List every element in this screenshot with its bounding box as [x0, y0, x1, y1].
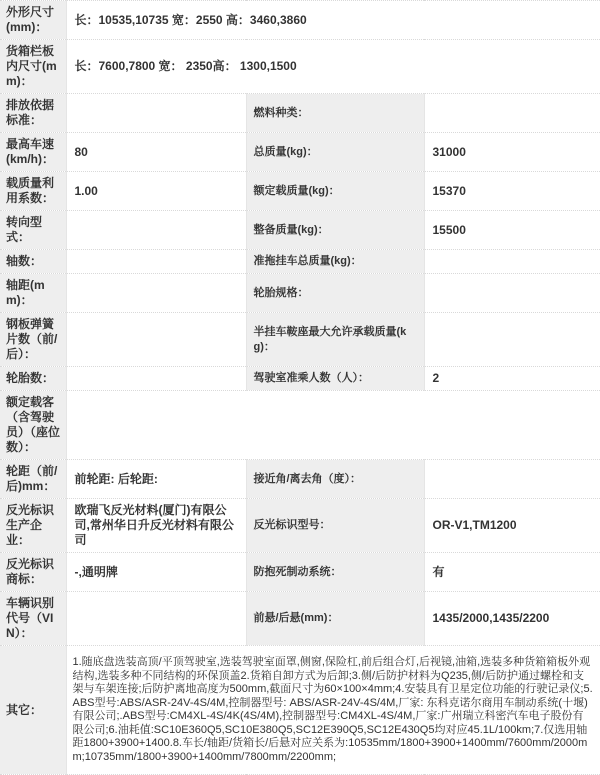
spec-value: 1435/2000,1435/2200	[424, 592, 600, 646]
spec-label: 排放依据标准：	[0, 94, 66, 133]
spec-value: 欧瑞飞反光材料(厦门)有限公司,常州华日升反光材料有限公司	[66, 499, 246, 553]
spec-label: 整备质量(kg)：	[246, 211, 424, 250]
table-row	[0, 460, 600, 499]
table-row	[0, 592, 600, 646]
spec-label: 最高车速(km/h)：	[0, 133, 66, 172]
spec-value	[424, 460, 600, 499]
spec-value	[66, 274, 246, 313]
spec-value: 前轮距: 后轮距:	[66, 460, 246, 499]
table-row	[0, 211, 600, 250]
spec-value	[66, 211, 246, 250]
spec-value: OR-V1,TM1200	[424, 499, 600, 553]
table-row	[0, 553, 600, 592]
table-row	[0, 250, 600, 274]
spec-label: 额定载客（含驾驶员）（座位数）：	[0, 391, 66, 460]
spec-label: 半挂车鞍座最大允许承载质量(kg)：	[246, 313, 424, 367]
spec-value	[66, 94, 246, 133]
spec-value	[66, 250, 246, 274]
spec-value: 80	[66, 133, 246, 172]
spec-label: 外形尺寸(mm)：	[0, 1, 66, 40]
spec-value	[424, 94, 600, 133]
spec-value	[66, 313, 246, 367]
spec-value: 15500	[424, 211, 600, 250]
table-row	[0, 313, 600, 367]
spec-label: 反光标识商标：	[0, 553, 66, 592]
spec-value: 15370	[424, 172, 600, 211]
spec-value: 1.随底盘选装高顶/平顶驾驶室,选装驾驶室面罩,侧窗,保险杠,前后组合灯,后视镜,油箱,选装多种货箱箱板外观结构,选装多种不同结构的环保顶盖2.货箱自卸方式为后卸;3.侧/后防护材料为Q235,侧/后防护通过螺栓和支架与车架连接;后防护离地高度为500mm,截面尺寸为60×100×4mm;4.安装具有卫星定位功能的行驶记录仪;5.ABS型号:ABS/ASR-24V-4S/4M,控制器型号: ABS/ASR-24V-4S/4M,厂家: 东科克诺尔商用车制动系统(十堰)有限公司;.ABS型号:CM4XL-4S/4K(4S/4M),控制器型号:CM4XL-4S/4M,厂家:广州瑞立科密汽车电子股份有限公司;6.油耗值:SC10E360Q5,SC10E380Q5,SC12E390Q5,SC12E430Q5均对应45.1L/100km;7.仅选用轴距1800+3900+1400.8.车长/轴距/货箱长/后悬对应关系为:10535mm/1800+3900+1400mm/7600mm/2000mm;10735mm/1800+3900+1400mm/7800mm/2200mm;	[66, 646, 600, 775]
spec-label: 准拖挂车总质量(kg)：	[246, 250, 424, 274]
spec-label: 轮胎数：	[0, 367, 66, 391]
spec-label: 轮距（前/后)mm：	[0, 460, 66, 499]
spec-label: 额定载质量(kg)：	[246, 172, 424, 211]
spec-value: -,通明牌	[66, 553, 246, 592]
spec-label: 车辆识别代号（VIN）：	[0, 592, 66, 646]
spec-value: 有	[424, 553, 600, 592]
spec-value: 1.00	[66, 172, 246, 211]
table-row	[0, 646, 600, 775]
table-row	[0, 367, 600, 391]
spec-value: 长：10535,10735 宽：2550 高：3460,3860	[66, 1, 600, 40]
spec-value: 2	[424, 367, 600, 391]
spec-label: 钢板弹簧片数（前/后）：	[0, 313, 66, 367]
table-row	[0, 94, 600, 133]
spec-value: 长：7600,7800 宽： 2350高： 1300,1500	[66, 40, 600, 94]
spec-value	[424, 250, 600, 274]
spec-label: 反光标识型号：	[246, 499, 424, 553]
table-row	[0, 274, 600, 313]
spec-label: 前悬/后悬(mm)：	[246, 592, 424, 646]
spec-label: 载质量利用系数：	[0, 172, 66, 211]
spec-label: 轮胎规格：	[246, 274, 424, 313]
spec-label: 驾驶室准乘人数（人）：	[246, 367, 424, 391]
spec-label: 转向型式：	[0, 211, 66, 250]
spec-label: 货箱栏板内尺寸(mm)：	[0, 40, 66, 94]
table-row	[0, 391, 600, 460]
table-row	[0, 172, 600, 211]
spec-table-body	[0, 1, 600, 775]
spec-label: 反光标识生产企业：	[0, 499, 66, 553]
spec-label: 轴数：	[0, 250, 66, 274]
spec-label: 总质量(kg)：	[246, 133, 424, 172]
table-row	[0, 499, 600, 553]
spec-label: 其它：	[0, 646, 66, 775]
spec-value	[424, 274, 600, 313]
spec-label: 接近角/离去角（度）：	[246, 460, 424, 499]
spec-value	[66, 592, 246, 646]
table-row	[0, 1, 600, 40]
spec-value: 31000	[424, 133, 600, 172]
table-row	[0, 133, 600, 172]
spec-label: 防抱死制动系统：	[246, 553, 424, 592]
spec-value	[66, 391, 600, 460]
spec-value	[66, 367, 246, 391]
spec-label: 燃料种类：	[246, 94, 424, 133]
spec-value	[424, 313, 600, 367]
spec-label: 轴距(mm)：	[0, 274, 66, 313]
table-row	[0, 40, 600, 94]
